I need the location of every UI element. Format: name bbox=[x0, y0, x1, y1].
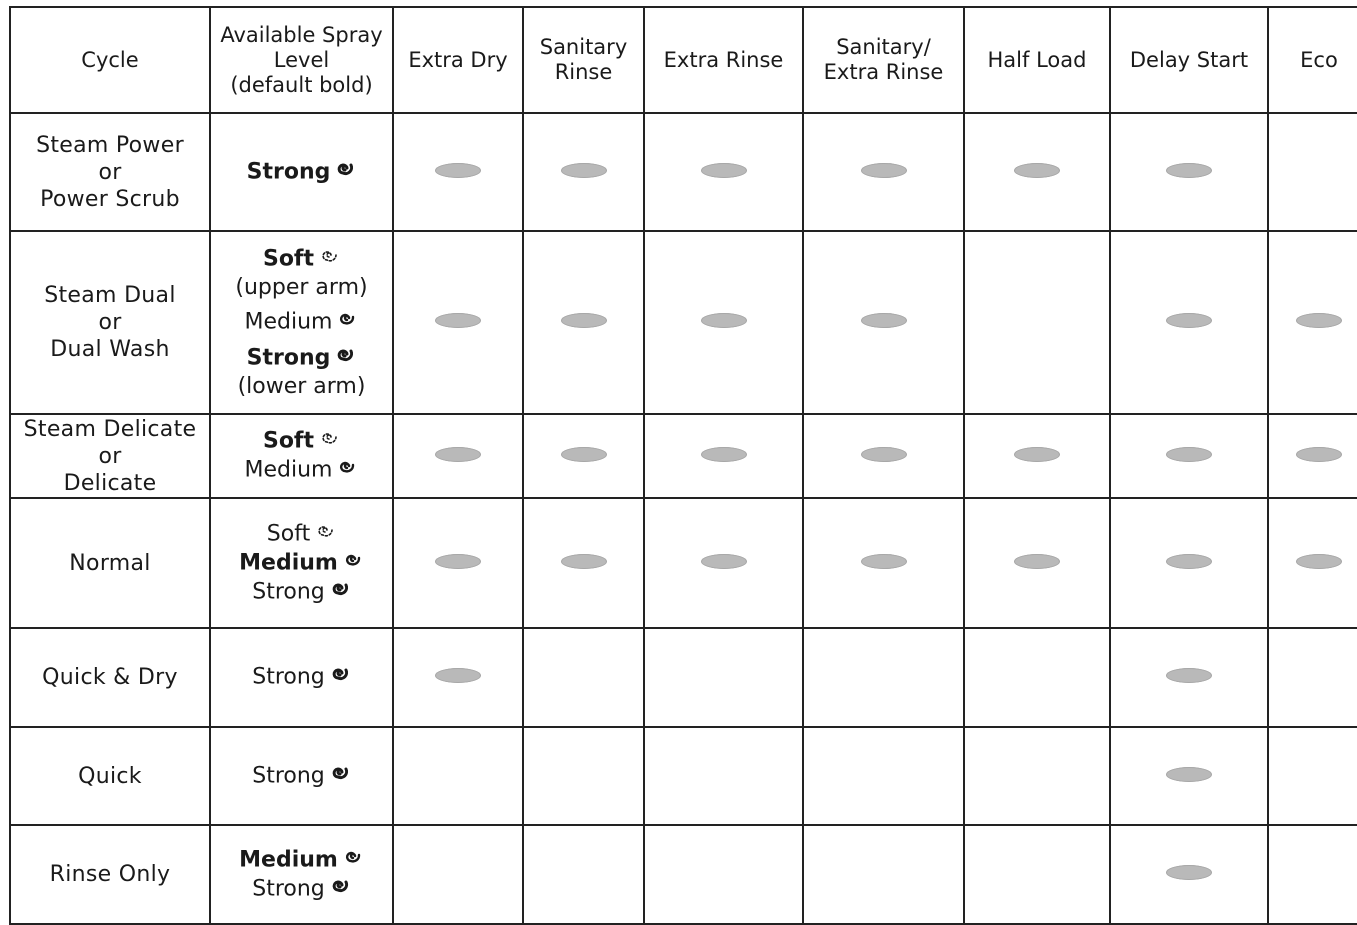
available-dot-icon bbox=[561, 447, 607, 462]
available-dot-icon bbox=[861, 163, 907, 178]
spray-level-label: Medium bbox=[239, 550, 338, 575]
spray-level-cell bbox=[210, 498, 393, 628]
header-eco: Eco bbox=[1268, 7, 1357, 113]
cycle-name-line: Quick bbox=[78, 763, 142, 789]
cycle-options-table bbox=[9, 6, 1357, 925]
spray-soft-icon bbox=[314, 520, 336, 549]
available-dot-icon bbox=[1166, 767, 1212, 782]
option-cell-extra-dry bbox=[393, 113, 523, 231]
available-dot-icon bbox=[1166, 668, 1212, 683]
option-cell-extra-dry bbox=[393, 231, 523, 414]
spray-level-label: Strong bbox=[252, 664, 325, 690]
available-dot-icon bbox=[1166, 865, 1212, 880]
spray-level-label: Medium bbox=[239, 847, 338, 872]
cycle-name-line: Delicate bbox=[63, 470, 157, 496]
available-dot-icon bbox=[1166, 313, 1212, 328]
available-dot-icon bbox=[1014, 447, 1060, 462]
available-dot-icon bbox=[561, 313, 607, 328]
spray-strong-icon bbox=[329, 762, 351, 791]
spray-level-label: Strong bbox=[252, 579, 325, 604]
available-dot-icon bbox=[701, 447, 747, 462]
available-dot-icon bbox=[435, 163, 481, 178]
option-cell-eco bbox=[1268, 498, 1357, 628]
spray-level-medium bbox=[211, 308, 392, 337]
option-cell-delay-start bbox=[1110, 628, 1268, 727]
cycle-name-line: or bbox=[98, 443, 122, 469]
spray-level-label: Soft bbox=[262, 428, 315, 454]
table-row bbox=[10, 414, 1357, 498]
spray-level-cell bbox=[210, 113, 393, 231]
spray-level-cell bbox=[210, 231, 393, 414]
available-dot-icon bbox=[561, 554, 607, 569]
available-dot-icon bbox=[1166, 447, 1212, 462]
spray-arm-note: (upper arm) bbox=[235, 275, 368, 300]
option-cell-delay-start bbox=[1110, 825, 1268, 924]
option-cell-sanitary-extra-rinse bbox=[803, 628, 964, 727]
option-cell-half-load bbox=[964, 498, 1110, 628]
option-cell-half-load bbox=[964, 231, 1110, 414]
cycle-name-line: Steam Dual bbox=[44, 283, 176, 308]
cycle-name-cell bbox=[10, 498, 210, 628]
available-dot-icon bbox=[861, 447, 907, 462]
available-dot-icon bbox=[435, 313, 481, 328]
cycle-name-cell bbox=[10, 113, 210, 231]
header-extra-dry: Extra Dry bbox=[393, 7, 523, 113]
spray-level-soft bbox=[211, 427, 392, 456]
spray-arm-note: (lower arm) bbox=[237, 374, 366, 399]
spray-soft-icon bbox=[318, 245, 340, 274]
spray-level-label: Strong bbox=[252, 763, 325, 788]
spray-medium-icon bbox=[342, 549, 364, 578]
header-extra-rinse: Extra Rinse bbox=[644, 7, 803, 113]
spray-level-cell bbox=[210, 825, 393, 924]
option-cell-sanitary-rinse bbox=[523, 498, 644, 628]
available-dot-icon bbox=[1296, 313, 1342, 328]
available-dot-icon bbox=[1014, 554, 1060, 569]
option-cell-sanitary-rinse bbox=[523, 727, 644, 825]
cycle-name-line: Quick & Dry bbox=[42, 665, 178, 690]
cycle-name-line: Power Scrub bbox=[40, 186, 180, 212]
available-dot-icon bbox=[701, 554, 747, 569]
spray-level-label: Medium bbox=[244, 457, 333, 483]
available-dot-icon bbox=[861, 554, 907, 569]
option-cell-extra-dry bbox=[393, 498, 523, 628]
spray-level-label: Soft bbox=[262, 246, 315, 272]
header-sanitary-extra-rinse: Sanitary/ Extra Rinse bbox=[803, 7, 964, 113]
table-body bbox=[10, 113, 1357, 924]
table-row bbox=[10, 498, 1357, 628]
option-cell-extra-rinse bbox=[644, 825, 803, 924]
table-row bbox=[10, 727, 1357, 825]
available-dot-icon bbox=[1014, 163, 1060, 178]
spray-soft-icon bbox=[318, 427, 340, 456]
option-cell-sanitary-extra-rinse bbox=[803, 498, 964, 628]
header-cycle: Cycle bbox=[10, 7, 210, 113]
spray-medium-icon bbox=[336, 308, 358, 337]
cycle-name-cell bbox=[10, 727, 210, 825]
option-cell-half-load bbox=[964, 113, 1110, 231]
option-cell-eco bbox=[1268, 628, 1357, 727]
option-cell-delay-start bbox=[1110, 231, 1268, 414]
available-dot-icon bbox=[435, 447, 481, 462]
available-dot-icon bbox=[1296, 554, 1342, 569]
option-cell-sanitary-extra-rinse bbox=[803, 414, 964, 498]
option-cell-delay-start bbox=[1110, 414, 1268, 498]
option-cell-extra-rinse bbox=[644, 414, 803, 498]
available-dot-icon bbox=[561, 163, 607, 178]
option-cell-extra-rinse bbox=[644, 498, 803, 628]
spray-level-label: Strong bbox=[252, 876, 325, 901]
spray-strong-icon bbox=[329, 875, 351, 904]
spray-level-strong bbox=[211, 578, 392, 607]
spray-level-cell bbox=[210, 628, 393, 727]
cycle-name-cell bbox=[10, 628, 210, 727]
table-row bbox=[10, 628, 1357, 727]
spray-level-medium bbox=[211, 456, 392, 485]
spray-level-label: Strong bbox=[246, 159, 331, 184]
spray-level-label: Soft bbox=[266, 521, 311, 546]
spray-level-cell bbox=[210, 727, 393, 825]
spray-level-cell bbox=[210, 414, 393, 498]
cycle-name-line: Dual Wash bbox=[50, 337, 170, 362]
spray-level-label: Strong bbox=[246, 345, 331, 371]
option-cell-extra-rinse bbox=[644, 628, 803, 727]
cycle-name-line: Steam Power bbox=[36, 132, 184, 158]
spray-level-soft bbox=[211, 520, 392, 549]
spray-level-medium bbox=[211, 549, 392, 578]
option-cell-sanitary-extra-rinse bbox=[803, 231, 964, 414]
spray-level-medium bbox=[211, 846, 392, 875]
cycle-name-line: Steam Delicate bbox=[23, 416, 197, 442]
option-cell-half-load bbox=[964, 825, 1110, 924]
option-cell-delay-start bbox=[1110, 727, 1268, 825]
option-cell-extra-dry bbox=[393, 414, 523, 498]
spray-level-strong bbox=[211, 875, 392, 904]
option-cell-extra-dry bbox=[393, 825, 523, 924]
cycle-name-line: or bbox=[98, 310, 122, 335]
option-cell-sanitary-extra-rinse bbox=[803, 727, 964, 825]
cycle-name-line: Rinse Only bbox=[49, 862, 171, 887]
option-cell-eco bbox=[1268, 414, 1357, 498]
spray-medium-icon bbox=[336, 456, 358, 485]
option-cell-extra-dry bbox=[393, 727, 523, 825]
available-dot-icon bbox=[1166, 554, 1212, 569]
option-cell-extra-dry bbox=[393, 628, 523, 727]
option-cell-sanitary-rinse bbox=[523, 414, 644, 498]
option-cell-extra-rinse bbox=[644, 231, 803, 414]
cycle-name-cell bbox=[10, 414, 210, 498]
option-cell-eco bbox=[1268, 231, 1357, 414]
spray-medium-icon bbox=[342, 846, 364, 875]
available-dot-icon bbox=[701, 313, 747, 328]
cycle-name-cell bbox=[10, 231, 210, 414]
spray-level-soft bbox=[211, 245, 392, 274]
option-cell-half-load bbox=[964, 628, 1110, 727]
option-cell-sanitary-rinse bbox=[523, 231, 644, 414]
option-cell-eco bbox=[1268, 825, 1357, 924]
spray-strong-icon bbox=[329, 578, 351, 607]
header-spray-level: Available Spray Level (default bold) bbox=[210, 7, 393, 113]
spray-level-strong bbox=[211, 158, 392, 187]
option-cell-sanitary-extra-rinse bbox=[803, 113, 964, 231]
option-cell-extra-rinse bbox=[644, 113, 803, 231]
available-dot-icon bbox=[435, 668, 481, 683]
header-half-load: Half Load bbox=[964, 7, 1110, 113]
option-cell-delay-start bbox=[1110, 498, 1268, 628]
header-row bbox=[10, 7, 1357, 113]
spray-level-label: Medium bbox=[244, 309, 333, 335]
cycle-name-line: Normal bbox=[69, 550, 151, 576]
option-cell-half-load bbox=[964, 727, 1110, 825]
available-dot-icon bbox=[1296, 447, 1342, 462]
spray-strong-icon bbox=[334, 344, 356, 373]
available-dot-icon bbox=[435, 554, 481, 569]
option-cell-eco bbox=[1268, 727, 1357, 825]
table-row bbox=[10, 113, 1357, 231]
header-sanitary-rinse: Sanitary Rinse bbox=[523, 7, 644, 113]
option-cell-sanitary-rinse bbox=[523, 825, 644, 924]
table-row bbox=[10, 231, 1357, 414]
spray-level-strong bbox=[211, 344, 392, 373]
cycle-name-line: or bbox=[98, 159, 122, 185]
spray-level-strong bbox=[211, 762, 392, 791]
cycle-name-cell bbox=[10, 825, 210, 924]
option-cell-eco bbox=[1268, 113, 1357, 231]
table-row bbox=[10, 825, 1357, 924]
option-cell-extra-rinse bbox=[644, 727, 803, 825]
available-dot-icon bbox=[701, 163, 747, 178]
option-cell-delay-start bbox=[1110, 113, 1268, 231]
spray-strong-icon bbox=[334, 158, 356, 187]
available-dot-icon bbox=[1166, 163, 1212, 178]
option-cell-half-load bbox=[964, 414, 1110, 498]
spray-level-strong bbox=[211, 663, 392, 692]
spray-strong-icon bbox=[329, 663, 351, 692]
header-delay-start: Delay Start bbox=[1110, 7, 1268, 113]
available-dot-icon bbox=[861, 313, 907, 328]
option-cell-sanitary-rinse bbox=[523, 113, 644, 231]
option-cell-sanitary-rinse bbox=[523, 628, 644, 727]
option-cell-sanitary-extra-rinse bbox=[803, 825, 964, 924]
